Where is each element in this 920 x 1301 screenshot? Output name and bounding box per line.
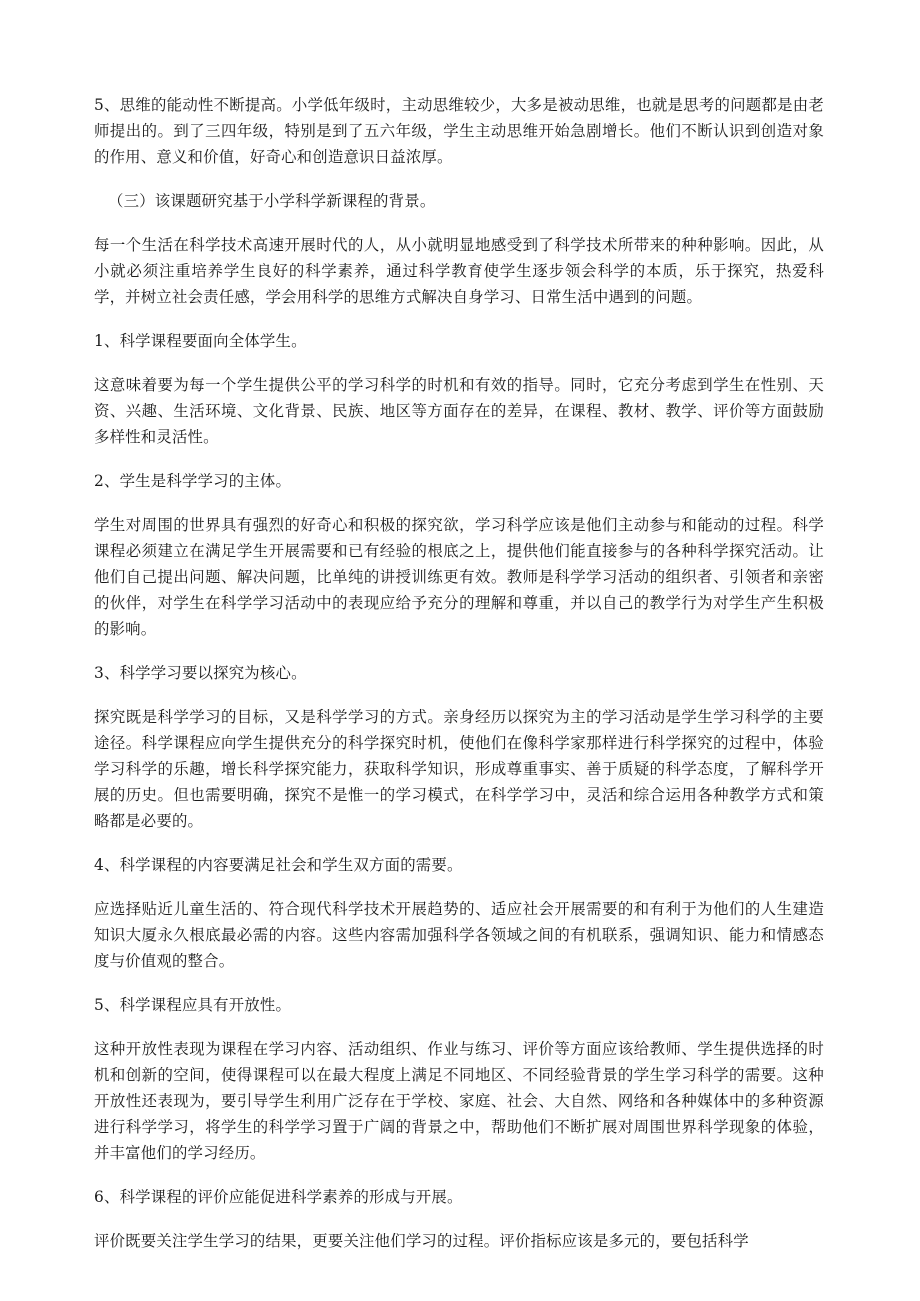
paragraph-content-selection: 应选择贴近儿童生活的、符合现代科学技术开展趋势的、适应社会开展需要的和有利于为他们的人生建造知识大厦永久根底最必需的内容。这些内容需加强科学各领域之间的有机联系，强调知识、能力和情感态度与价值观的整合。 xyxy=(94,900,824,970)
document-page xyxy=(94,92,824,1254)
paragraph-openness: 这种开放性表现为课程在学习内容、活动组织、作业与练习、评价等方面应该给教师、学生提供选择的时机和创新的空间，使得课程可以在最大程度上满足不同地区、不同经验背景的学生学习科学的需要。这种开放性还表现为，要引导学生利用广泛存在于学校、家庭、社会、大自然、网络和各种媒体中的多种资源进行科学学习，将学生的科学学习置于广阔的背景之中，帮助他们不断扩展对周围世界科学现象的体验，并丰富他们的学习经历。 xyxy=(94,1040,824,1162)
section-heading-curriculum-background: （三）该课题研究基于小学科学新课程的背景。 xyxy=(108,192,436,210)
heading-2-student-subject: 2、学生是科学学习的主体。 xyxy=(94,472,292,490)
paragraph-student-curiosity: 学生对周围的世界具有强烈的好奇心和积极的探究欲，学习科学应该是他们主动参与和能动的过程。科学课程必须建立在满足学生开展需要和已有经验的根底之上，提供他们能直接参与的各种科学探究活动。让他们自己提出问题、解决问题，比单纯的讲授训练更有效。教师是科学学习活动的组织者、引领者和亲密的伙伴，对学生在科学学习活动中的表现应给予充分的理解和尊重，并以自己的教学行为对学生产生积极的影响。 xyxy=(94,516,824,638)
paragraph-scientific-literacy: 每一个生活在科学技术高速开展时代的人，从小就明显地感受到了科学技术所带来的种种影响。因此，从小就必须注重培养学生良好的科学素养，通过科学教育使学生逐步领会科学的本质，乐于探究，热爱科学，并树立社会责任感，学会用科学的思维方式解决自身学习、日常生活中遇到的问题。 xyxy=(94,236,824,306)
paragraph-evaluation: 评价既要关注学生学习的结果，更要关注他们学习的过程。评价指标应该是多元的，要包括科学 xyxy=(94,1232,749,1250)
heading-4-content-needs: 4、科学课程的内容要满足社会和学生双方面的需要。 xyxy=(94,856,463,874)
paragraph-fair-opportunity: 这意味着要为每一个学生提供公平的学习科学的时机和有效的指导。同时，它充分考虑到学生在性别、天资、兴趣、生活环境、文化背景、民族、地区等方面存在的差异，在课程、教材、教学、评价等方面鼓励多样性和灵活性。 xyxy=(94,376,824,446)
heading-6-evaluation: 6、科学课程的评价应能促进科学素养的形成与开展。 xyxy=(94,1188,463,1206)
heading-5-openness: 5、科学课程应具有开放性。 xyxy=(94,996,292,1014)
heading-1-all-students: 1、科学课程要面向全体学生。 xyxy=(94,332,307,350)
paragraph-inquiry: 探究既是科学学习的目标，又是科学学习的方式。亲身经历以探究为主的学习活动是学生学习科学的主要途径。科学课程应向学生提供充分的科学探究时机，使他们在像科学家那样进行科学探究的过程中，体验学习科学的乐趣，增长科学探究能力，获取科学知识，形成尊重事实、善于质疑的科学态度，了解科学开展的历史。但也需要明确，探究不是惟一的学习模式，在科学学习中，灵活和综合运用各种教学方式和策略都是必要的。 xyxy=(94,708,824,830)
heading-3-inquiry-core: 3、科学学习要以探究为核心。 xyxy=(94,664,307,682)
paragraph-thinking-initiative: 5、思维的能动性不断提高。小学低年级时，主动思维较少，大多是被动思维，也就是思考的问题都是由老师提出的。到了三四年级，特别是到了五六年级，学生主动思维开始急剧增长。他们不断认识到创造对象的作用、意义和价值，好奇心和创造意识日益浓厚。 xyxy=(94,96,824,166)
